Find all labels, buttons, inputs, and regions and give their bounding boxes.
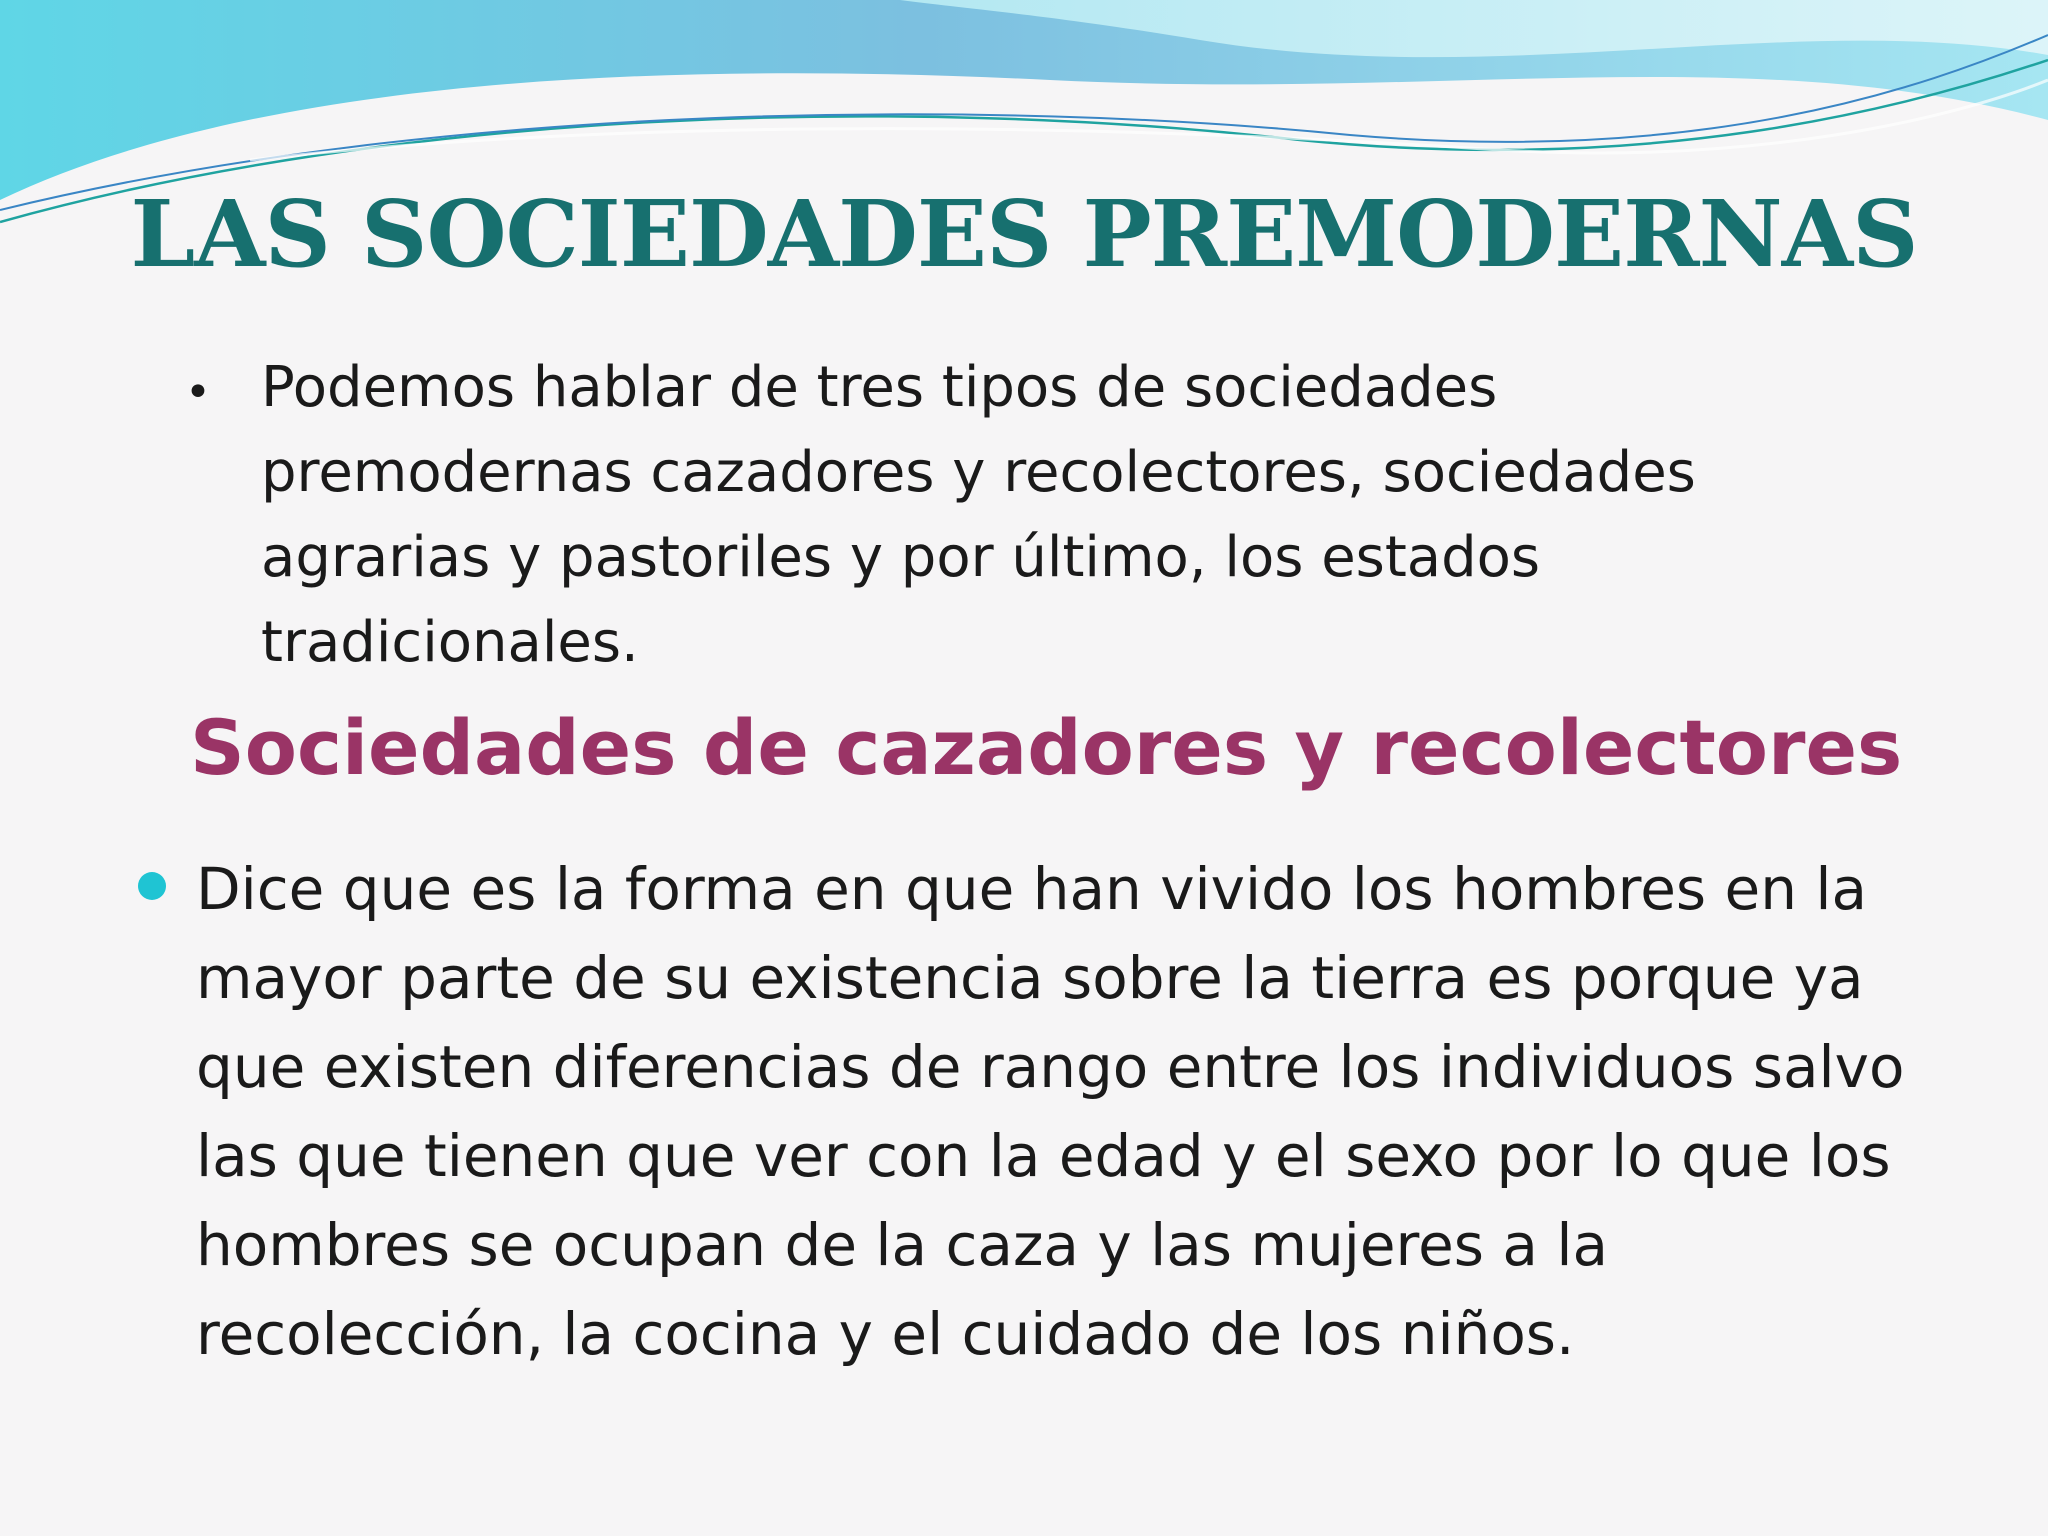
- bullet-item-intro: [185, 345, 1745, 685]
- bullet-item-description: [135, 845, 1955, 1379]
- slide-title: LAS SOCIEDADES PREMODERNAS: [130, 180, 1918, 288]
- section-subheading: Sociedades de cazadores y recolectores: [190, 703, 1903, 792]
- bullet-text: Dice que es la forma en que han vivido los hombres en la mayor parte de su existencia sobre la tierra es porque ya que existen diferencias de rango entre los individuos salvo las que tienen que ver con la edad y el sexo por lo que los hombres se ocupan de la caza y las mujeres a la recolección, la cocina y el cuidado de los niños.: [196, 855, 1905, 1368]
- bullet-text: Podemos hablar de tres tipos de sociedades premodernas cazadores y recolectores, sociedades agrarias y pastoriles y por último, los estados tradicionales.: [261, 355, 1696, 675]
- bullet-marker: •: [185, 367, 211, 418]
- bullet-dot-icon: [138, 872, 166, 900]
